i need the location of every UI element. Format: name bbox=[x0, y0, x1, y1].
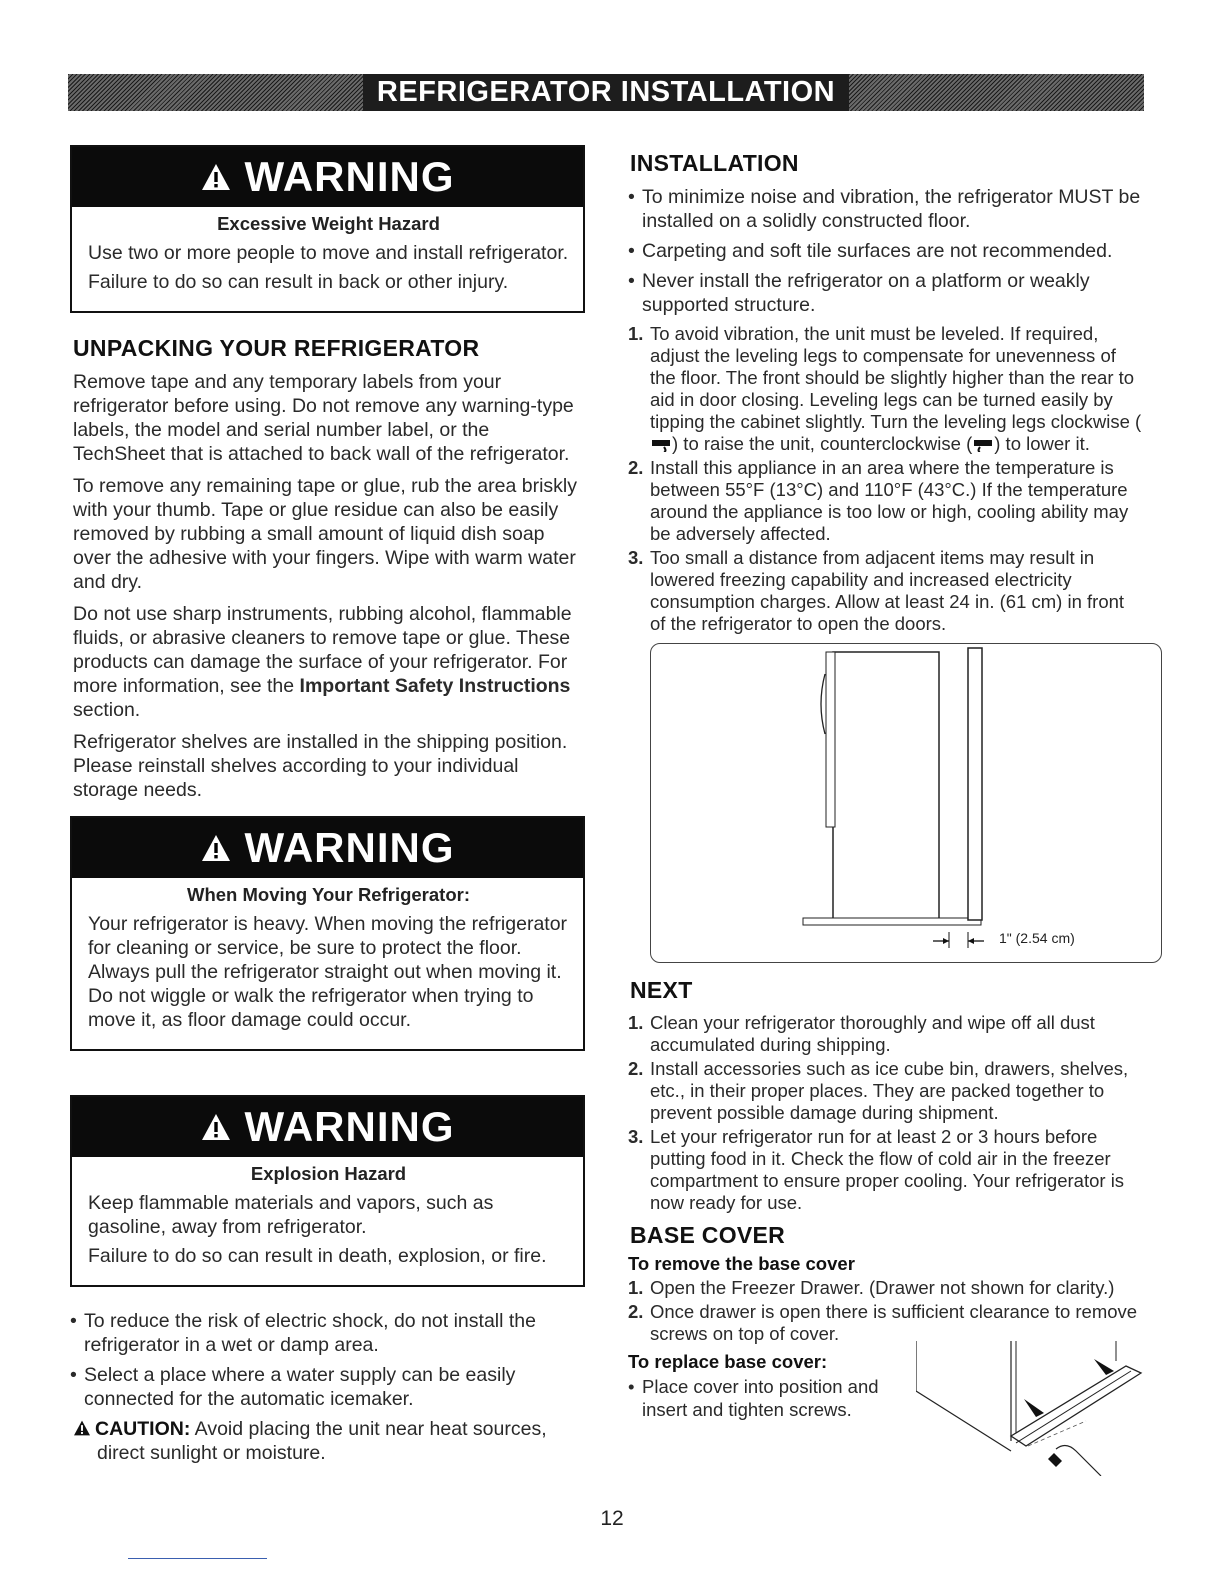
list-item: 2. Install this appliance in an area where the temperature is between 55°F (13°C) and 110°F (43°C.) If the temperature around the appliance is too low or high, cooling ability may be adversely affected. bbox=[628, 457, 1129, 544]
caution-note: CAUTION: Avoid placing the unit near heat sources, direct sunlight or moisture. bbox=[73, 1417, 585, 1465]
list-item: 2. Once drawer is open there is sufficient clearance to remove screws on top of cover. bbox=[628, 1301, 1138, 1344]
list-item: • Place cover into position and insert and tighten screws. bbox=[628, 1375, 908, 1421]
warning-triangle-icon bbox=[201, 163, 231, 191]
replace-section bbox=[628, 1351, 1144, 1481]
warning-text: Failure to do so can result in back or other injury. bbox=[88, 271, 509, 293]
unpacking-paragraph: Do not use sharp instruments, rubbing alcohol, flammable fluids, or abrasive cleaners to remove tape or glue. These products can damage the surface of your refrigerator. For more information, see the Important Safety Instructions section. bbox=[73, 603, 572, 721]
warning-text: Use two or more people to move and install refrigerator. bbox=[88, 242, 569, 264]
left-column bbox=[70, 145, 585, 1465]
list-item: 3. Let your refrigerator run for at least 2 or 3 hours before putting food in it. Check the flow of cold air in the freezer compartment to ensure proper cooling. Your refrigerator is now ready for use. bbox=[628, 1126, 1125, 1213]
warning-box-explosion bbox=[70, 1095, 585, 1287]
list-item: 3. Too small a distance from adjacent items may result in lowered freezing capability and increased electricity consumption charges. Allow at least 24 in. (61 cm) in front of the refrigerator to open the doors. bbox=[628, 547, 1125, 634]
footer-rule bbox=[128, 1558, 267, 1559]
unpacking-paragraph: To remove any remaining tape or glue, rub the area briskly with your thumb. Tape or glue residue can also be easily removed by rubbing a small amount of liquid dish soap over the adhesive with your fingers. Wipe with warm water and dry. bbox=[73, 475, 578, 593]
replace-bullets bbox=[628, 1375, 908, 1421]
list-item: 2. Install accessories such as ice cube bin, drawers, shelves, etc., in their proper places. They are packed together to prevent possible damage during shipment. bbox=[628, 1058, 1129, 1123]
page-number: 12 bbox=[600, 1507, 624, 1530]
warning-text: Failure to do so can result in death, explosion, or fire. bbox=[88, 1245, 547, 1267]
caution-label: CAUTION: bbox=[95, 1418, 191, 1440]
base-cover-heading: BASE COVER bbox=[630, 1222, 786, 1248]
installation-bullets bbox=[628, 185, 1144, 317]
clearance-label: 1" (2.54 cm) bbox=[999, 930, 1075, 946]
unpacking-paragraph: Remove tape and any temporary labels from your refrigerator before using. Do not remove any warning-type labels, the model and serial number label, or the TechSheet that is attached to back wall of the refrigerator. bbox=[73, 371, 574, 465]
list-item: • To minimize noise and vibration, the refrigerator MUST be installed on a solidly constructed floor. bbox=[628, 185, 1144, 233]
safety-instructions-ref: Important Safety Instructions bbox=[299, 675, 571, 697]
warning-box-weight bbox=[70, 145, 585, 313]
warning-subtitle: Excessive Weight Hazard bbox=[217, 213, 440, 234]
base-cover-illustration bbox=[916, 1341, 1146, 1476]
warning-header bbox=[72, 818, 583, 878]
warning-triangle-icon bbox=[201, 834, 231, 862]
caution-triangle-icon bbox=[73, 1420, 91, 1436]
warning-subtitle: When Moving Your Refrigerator: bbox=[187, 884, 470, 905]
remove-steps bbox=[628, 1277, 1144, 1345]
list-item: 1. Open the Freezer Drawer. (Drawer not shown for clarity.) bbox=[628, 1277, 1115, 1298]
list-item: • Select a place where a water supply can be easily connected for the automatic icemaker. bbox=[70, 1363, 585, 1411]
unpacking-paragraph: Refrigerator shelves are installed in the shipping position. Please reinstall shelves according to your individual storage needs. bbox=[73, 731, 568, 801]
page-banner bbox=[68, 74, 1144, 111]
replace-base-cover-heading: To replace base cover: bbox=[628, 1351, 828, 1372]
refrigerator-side-view bbox=[651, 644, 1163, 964]
clearance-diagram bbox=[650, 643, 1162, 963]
installation-heading: INSTALLATION bbox=[630, 150, 799, 176]
warning-triangle-icon bbox=[201, 1113, 231, 1141]
warning-header bbox=[72, 147, 583, 207]
right-column bbox=[628, 140, 1144, 1481]
warning-header bbox=[72, 1097, 583, 1157]
location-bullets bbox=[70, 1309, 585, 1411]
list-item: 1. To avoid vibration, the unit must be leveled. If required, adjust the leveling legs to compensate for unevenness of the floor. The front should be slightly higher than the rear to aid in door closing. Leveling legs can be turned easily by tipping the cabinet slightly. Turn the leveling legs clockwise () to raise the unit, counterclockwise ( ) to lower it. bbox=[628, 323, 1142, 454]
clockwise-icon bbox=[650, 438, 672, 452]
list-item: • Never install the refrigerator on a platform or weakly supported structure. bbox=[628, 269, 1144, 317]
next-steps bbox=[628, 1012, 1144, 1214]
list-item: • To reduce the risk of electric shock, do not install the refrigerator in a wet or damp area. bbox=[70, 1309, 585, 1357]
warning-text: Your refrigerator is heavy. When moving the refrigerator for cleaning or service, be sure to protect the floor. Always pull the refrigerator straight out when moving it. Do not wiggle or walk the refrigerator when trying to move it, as floor damage could occur. bbox=[88, 913, 568, 1031]
warning-label: WARNING bbox=[244, 1103, 455, 1150]
unpacking-heading: UNPACKING YOUR REFRIGERATOR bbox=[73, 335, 480, 361]
counterclockwise-icon bbox=[972, 438, 994, 452]
remove-base-cover-heading: To remove the base cover bbox=[628, 1253, 855, 1274]
warning-box-moving bbox=[70, 816, 585, 1051]
warning-text: Keep flammable materials and vapors, such as gasoline, away from refrigerator. bbox=[88, 1192, 494, 1238]
banner-title: REFRIGERATOR INSTALLATION bbox=[363, 74, 849, 111]
warning-subtitle: Explosion Hazard bbox=[250, 1163, 407, 1184]
installation-steps bbox=[628, 323, 1144, 635]
warning-label: WARNING bbox=[244, 824, 455, 871]
list-item: • Carpeting and soft tile surfaces are not recommended. bbox=[628, 239, 1144, 263]
next-heading: NEXT bbox=[630, 977, 693, 1003]
warning-label: WARNING bbox=[244, 153, 455, 200]
list-item: 1. Clean your refrigerator thoroughly and wipe off all dust accumulated during shipping. bbox=[628, 1012, 1095, 1055]
